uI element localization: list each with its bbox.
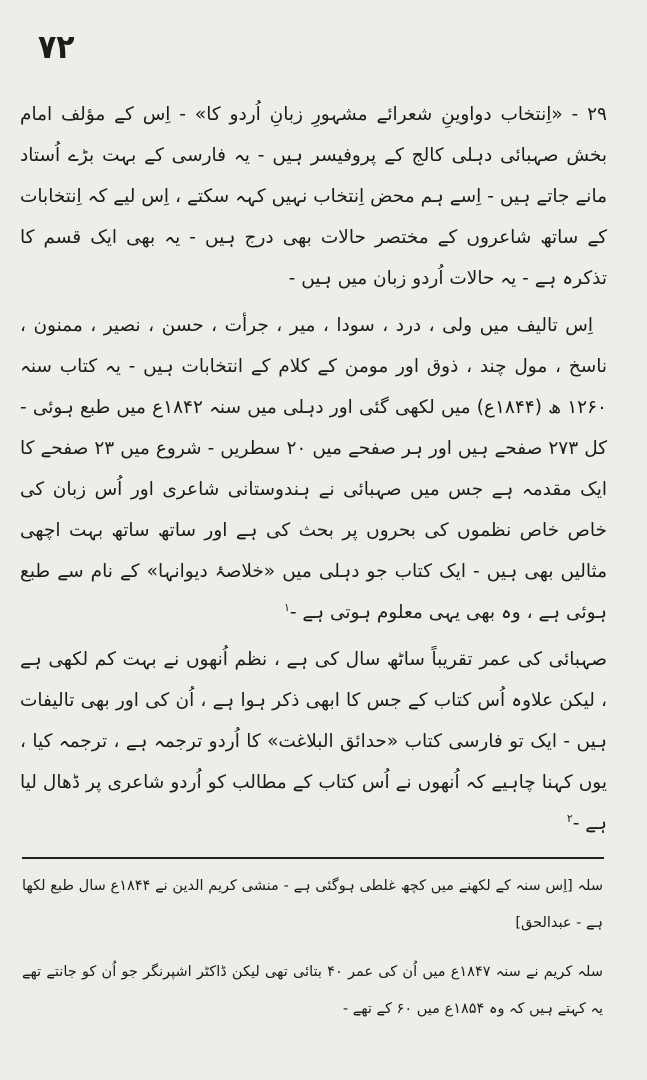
footnotes	[22, 868, 603, 1040]
paragraph-entry-29: ۲۹ - «اِنتخاب دواوینِ شعرائے مشہورِ زبانِ اُردو کا» - اِس کے مؤلف امام بخش صہبائی دہلی کالج کے پروفیسر ہیں - یہ فارسی کے بہت بڑے اُستاد مانے جاتے ہیں - اِسے ہم محض اِنتخاب نہیں کہہ سکتے ، اِس لیے کہ اِنتخابات کے ساتھ شاعروں کے مختصر حالات بھی درج ہیں - یہ بھی ایک قسم کا تذکرہ ہے - یہ حالات اُردو زبان میں ہیں -	[20, 104, 607, 289]
paragraph-sahbai: صہبائی کی عمر تقریباً ساٹھ سال کی ہے ، نظم اُنھوں نے بہت کم لکھی ہے ، لیکن علاوہ اُس کتاب کے جس کا ابھی ذکر ہوا ہے ، اُن کی اور بھی تالیفات ہیں - ایک تو فارسی کتاب «حدائق البلاغت» کا اُردو ترجمہ ہے ، ترجمہ کیا ، یوں کہنا چاہیے کہ اُنھوں نے اُس کتاب کے مطالب کو اُردو شاعری پر ڈھال لیا ہے -$^۲$	[20, 649, 607, 834]
footnote-1: سلہ [اِس سنہ کے لکھنے میں کچھ غلطی ہوگئی ہے - منشی کریم الدین نے ۱۸۴۴ع سال طبع لکھا ہے - عبدالحق]	[22, 878, 603, 931]
footnote-2: سلہ کریم نے سنہ ۱۸۴۷ع میں اُن کی عمر ۴۰ بتائی تھی لیکن ڈاکٹر اشپرنگر جو اُن کو جانتے تھے یہ کہتے ہیں کہ وہ ۱۸۵۴ع میں ۶۰ کے تھے -	[22, 964, 603, 1017]
footnote-ref-1: ۱	[283, 600, 290, 614]
paragraph-contents: اِس تالیف میں ولی ، درد ، سودا ، میر ، جرأت ، حسن ، نصیر ، ممنون ، ناسخ ، مول چند ، ذوق اور مومن کے کلام کے انتخابات ہیں - یہ کتاب سنہ ۱۲۶۰ ھ (۱۸۴۴ع) میں لکھی گئی اور دہلی میں سنہ ۱۸۴۲ع میں طبع ہوئی - کل ۲۷۳ صفحے ہیں اور ہر صفحے میں ۲۰ سطریں - شروع میں ۲۳ صفحے کا ایک مقدمہ ہے جس میں صہبائی نے ہندوستانی شاعری اور اُس زبان کی خاص خاص نظموں کی بحروں پر بحث کی ہے اور ساتھ ساتھ بہت اچھی مثالیں بھی ہیں - ایک کتاب جو دہلی میں «خلاصۂ دیوانہا» کے نام سے طبع ہوئی ہے ، وہ بھی یہی معلوم ہوتی ہے -$^۱$	[20, 315, 608, 623]
main-text	[20, 94, 607, 850]
footnote-ref-2: ۲	[566, 811, 573, 825]
page-number: ۷۲	[38, 28, 75, 67]
footnote-divider	[22, 857, 604, 859]
